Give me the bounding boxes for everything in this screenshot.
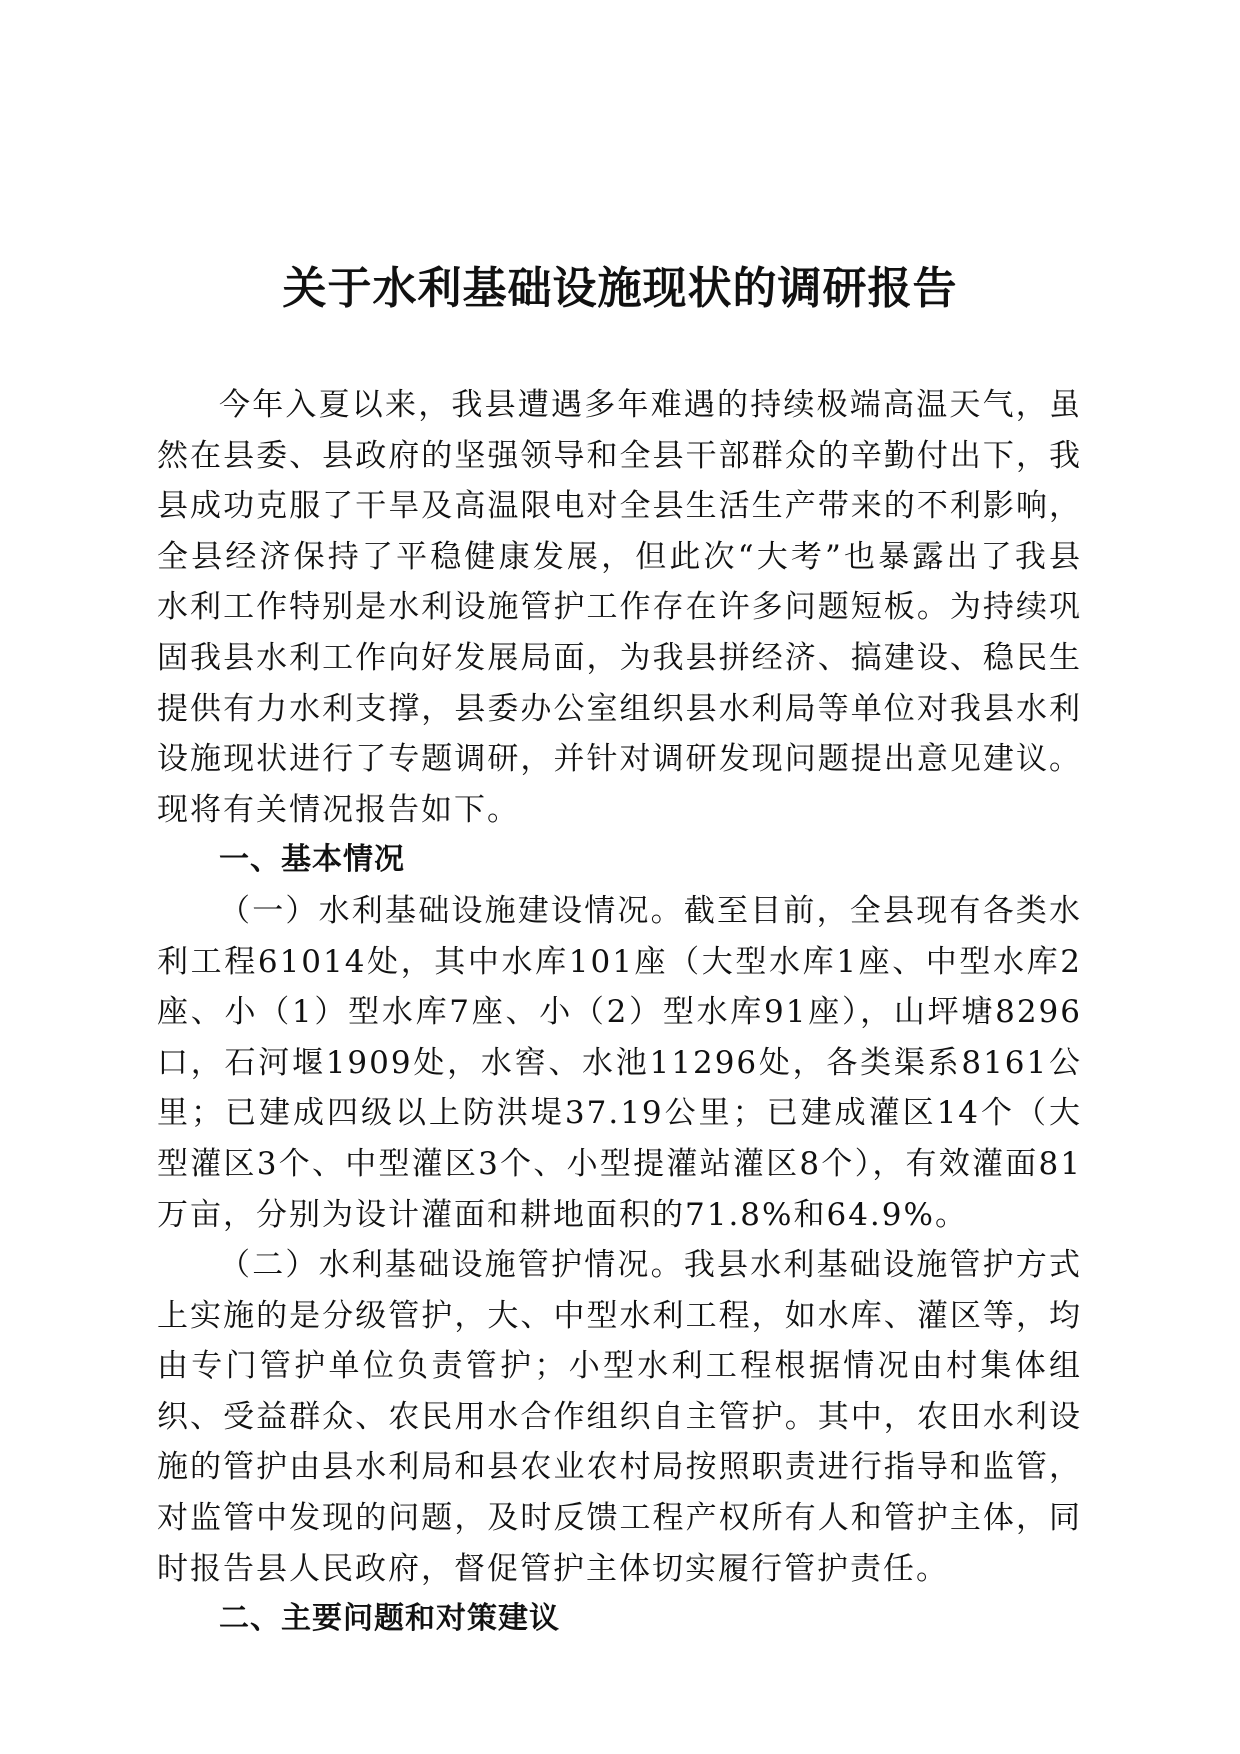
subsection-management-heading: （二）水利基础设施管护情况。	[219, 1247, 684, 1284]
section-heading-problems: 二、主要问题和对策建议	[219, 1601, 560, 1637]
section-heading-basic-situation: 一、基本情况	[219, 842, 405, 878]
subsection-construction-paragraph	[157, 886, 1082, 1240]
subsection-management-paragraph	[157, 1240, 1082, 1594]
document-body	[157, 380, 1082, 1645]
subsection-management-text: 我县水利基础设施管护方式上实施的是分级管护，大、中型水利工程，如水库、灌区等，均由专门管护单位负责管护；小型水利工程根据情况由村集体组织、受益群众、农民用水合作组织自主管护。其中，农田水利设施的管护由县水利局和县农业农村局按照职责进行指导和监管，对监管中发现的问题，及时反馈工程产权所有人和管护主体，同时报告县人民政府，督促管护主体切实履行管护责任。	[157, 1247, 1083, 1587]
document-title: 关于水利基础设施现状的调研报告	[282, 263, 958, 314]
subsection-construction-text: 截至目前，全县现有各类水利工程61014处，其中水库101座（大型水库1座、中型水库2座、小（1）型水库7座、小（2）型水库91座），山坪塘8296口，石河堰1909处，水窖、水池11296处，各类渠系8161公里；已建成四级以上防洪堤37.19公里；已建成灌区14个（大型灌区3个、中型灌区3个、小型提灌站灌区8个），有效灌面81万亩，分别为设计灌面和耕地面积的71.8%和64.9%。	[157, 892, 1083, 1233]
subsection-construction-heading: （一）水利基础设施建设情况。	[219, 892, 684, 929]
intro-paragraph: 今年入夏以来，我县遭遇多年难遇的持续极端高温天气，虽然在县委、县政府的坚强领导和全县干部群众的辛勤付出下，我县成功克服了干旱及高温限电对全县生活生产带来的不利影响，全县经济保持了平稳健康发展，但此次“大考”也暴露出了我县水利工作特别是水利设施管护工作存在许多问题短板。为持续巩固我县水利工作向好发展局面，为我县拼经济、搞建设、稳民生提供有力水利支撑，县委办公室组织县水利局等单位对我县水利设施现状进行了专题调研，并针对调研发现问题提出意见建议。现将有关情况报告如下。	[157, 387, 1082, 828]
